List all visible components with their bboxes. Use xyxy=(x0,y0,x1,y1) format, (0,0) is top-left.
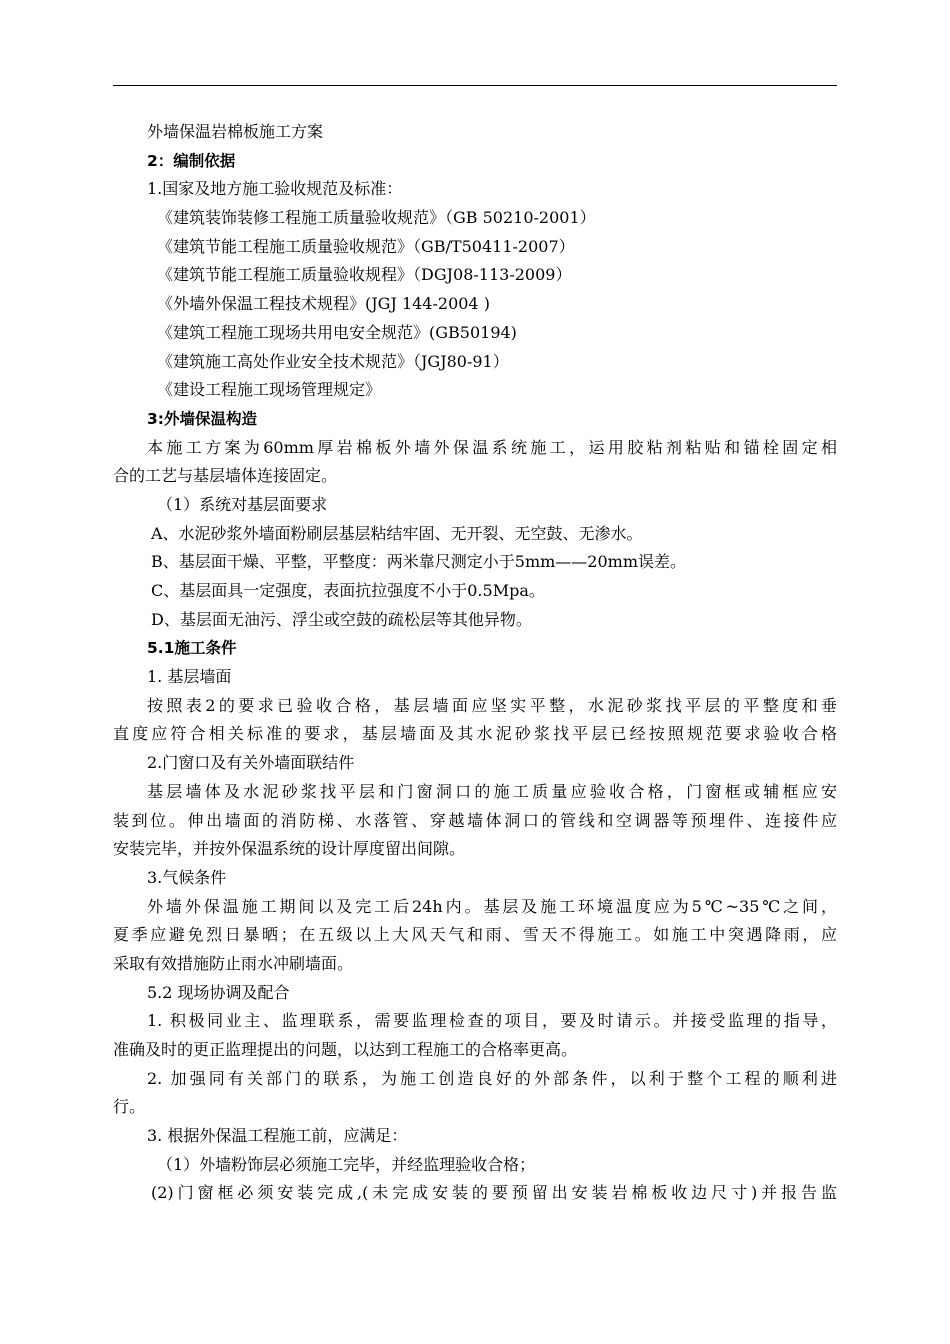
standard-item: 《建筑节能工程施工质量验收规范》（GB/T50411-2007） xyxy=(157,236,575,256)
section-heading: 5.1施工条件 xyxy=(147,639,237,658)
requirement-item: A、水泥砂浆外墙面粉刷层基层粘结牢固、无开裂、无空鼓、无渗水。 xyxy=(151,523,643,543)
standard-item: 《建筑工程施工现场共用电安全规范》(GB50194) xyxy=(157,322,517,342)
paragraph-line: 按照表2的要求已验收合格，基层墙面应坚实平整，水泥砂浆找平层的平整度和垂 xyxy=(147,695,837,715)
requirement-item: D、基层面无油污、浮尘或空鼓的疏松层等其他异物。 xyxy=(151,609,532,629)
paragraph-line: 行。 xyxy=(113,1097,146,1117)
document-body xyxy=(113,118,837,1208)
requirement-item: B、基层面干燥、平整，平整度：两米靠尺测定小于5mm——20mm误差。 xyxy=(151,552,686,572)
section-heading: 3:外墙保温构造 xyxy=(147,409,257,428)
paragraph-line: 夏季应避免烈日暴晒；在五级以上大风天气和雨、雪天不得施工。如施工中突遇降雨，应 xyxy=(113,925,837,945)
doc-title: 外墙保温岩棉板施工方案 xyxy=(147,122,324,141)
subheading: 3.气候条件 xyxy=(147,867,227,887)
section-heading: 5.2 现场协调及配合 xyxy=(147,982,290,1002)
paragraph-line: 准确及时的更正监理提出的问题，以达到工程施工的合格率更高。 xyxy=(113,1040,578,1059)
section-heading: 2：编制依据 xyxy=(147,151,236,170)
paragraph-line: 外墙外保温施工期间以及完工后24h内。基层及施工环境温度应为5℃~35℃之间， xyxy=(147,896,837,916)
paragraph-line: 2. 加强同有关部门的联系，为施工创造良好的外部条件，以利于整个工程的顺利进 xyxy=(147,1068,837,1088)
standard-item: 《建设工程施工现场管理规定》 xyxy=(157,380,382,400)
paragraph-line: 采取有效措施防止雨水冲刷墙面。 xyxy=(113,953,354,973)
paragraph-line: 装到位。伸出墙面的消防梯、水落管、穿越墙体洞口的管线和空调器等预埋件、连接件应 xyxy=(113,810,837,830)
paragraph-line: 合的工艺与基层墙体连接固定。 xyxy=(113,466,338,486)
paragraph-line: 1. 积极同业主、监理联系，需要监理检查的项目，要及时请示。并接受监理的指导， xyxy=(147,1011,837,1031)
list-item: （1）外墙粉饰层必须施工完毕，并经监理验收合格； xyxy=(157,1154,536,1174)
subheading: （1）系统对基层面要求 xyxy=(157,494,328,514)
standard-item: 《建筑施工高处作业安全技术规范》（JGJ80-91） xyxy=(157,351,509,371)
standard-item: 《建筑装饰装修工程施工质量验收规范》（GB 50210-2001） xyxy=(157,208,596,228)
paragraph-line: 安装完毕，并按外保温系统的设计厚度留出间隙。 xyxy=(113,839,466,859)
paragraph-line: 本施工方案为60mm厚岩棉板外墙外保温系统施工，运用胶粘剂粘贴和锚栓固定相 xyxy=(147,437,837,457)
header-rule xyxy=(113,85,837,86)
paragraph: 1.国家及地方施工验收规范及标准： xyxy=(147,179,403,199)
standard-item: 《建筑节能工程施工质量验收规程》（DGJ08-113-2009） xyxy=(157,265,572,285)
paragraph-line: 直度应符合相关标准的要求，基层墙面及其水泥砂浆找平层已经按照规范要求验收合格 xyxy=(113,724,837,744)
requirement-item: C、基层面具一定强度，表面抗拉强度不小于0.5Mpa。 xyxy=(151,581,545,600)
standard-item: 《外墙外保温工程技术规程》(JGJ 144-2004 ) xyxy=(157,294,490,314)
subheading: 3. 根据外保温工程施工前，应满足： xyxy=(147,1126,408,1146)
subheading: 1. 基层墙面 xyxy=(147,667,232,687)
subheading: 2.门窗口及有关外墙面联结件 xyxy=(147,753,355,773)
paragraph-line: 基层墙体及水泥砂浆找平层和门窗洞口的施工质量应验收合格，门窗框或辅框应安 xyxy=(147,781,837,801)
list-item: (2)门窗框必须安装完成,(未完成安装的要预留出安装岩棉板收边尺寸)并报告监 xyxy=(151,1183,837,1203)
